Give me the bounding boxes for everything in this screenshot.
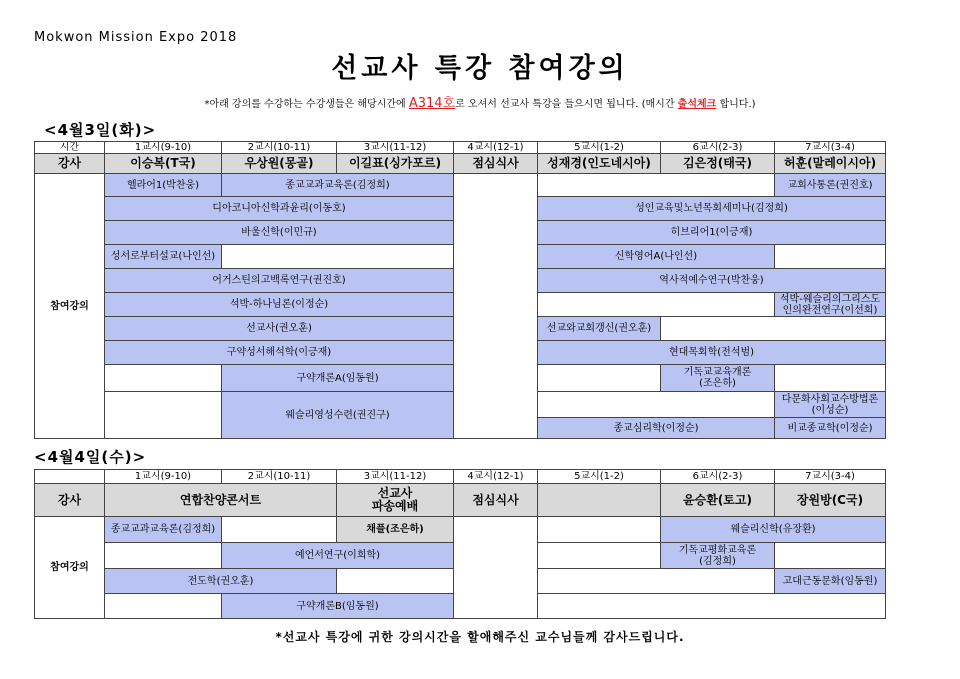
empty-cell bbox=[337, 569, 454, 594]
lecture-cell: 구약성서해석학(이긍재) bbox=[105, 341, 454, 365]
lecture-cell: 히브리어1(이긍재) bbox=[538, 221, 886, 245]
lecture-cell: 종교교과교육론(김정희) bbox=[105, 517, 222, 543]
time-label: 시간 bbox=[35, 142, 105, 154]
day1-schedule-table bbox=[34, 141, 886, 439]
page-title: 선교사 특강 참여강의 bbox=[331, 53, 629, 84]
speaker-mission-service bbox=[337, 484, 454, 517]
period-3: 3교시(11-12) bbox=[337, 470, 454, 484]
lecture-cell: 교회사통론(권진호) bbox=[775, 174, 886, 197]
empty-cell bbox=[538, 293, 775, 317]
lecture-cell: 헬라어1(박찬웅) bbox=[105, 174, 222, 197]
empty-cell bbox=[105, 365, 222, 392]
period-2: 2교시(10-11) bbox=[222, 142, 337, 154]
empty-cell bbox=[775, 245, 886, 269]
lecture-cell: 구약개론A(임동원) bbox=[222, 365, 454, 392]
speaker-line: 선교사 bbox=[377, 486, 413, 500]
empty-cell bbox=[105, 543, 222, 569]
participating-label: 참여강의 bbox=[35, 174, 105, 439]
speaker-concert: 연합찬양콘서트 bbox=[105, 484, 337, 517]
empty-cell bbox=[661, 317, 886, 341]
lecture-cell bbox=[775, 392, 886, 418]
notice-room: A314호 bbox=[408, 96, 456, 111]
empty-cell bbox=[222, 517, 337, 543]
period-6: 6교시(2-3) bbox=[661, 470, 775, 484]
lecture-cell bbox=[775, 293, 886, 317]
lecture-cell bbox=[661, 543, 775, 569]
empty-cell bbox=[775, 543, 886, 569]
day2-date: <4월4일(수)> bbox=[34, 448, 147, 466]
day1-date: <4월3일(화)> bbox=[44, 121, 157, 139]
notice-pre: *아래 강의를 수강하는 수강생들은 해당시간에 bbox=[204, 99, 409, 110]
participating-label: 참여강의 bbox=[35, 517, 105, 619]
lecture-cell: 성서로부터설교(나인선) bbox=[105, 245, 222, 269]
lecture-cell: 디아코니아신학과윤리(이동호) bbox=[105, 197, 454, 221]
notice-check: 출석체크 bbox=[677, 99, 717, 110]
lecture-cell: 고대근동문화(임동원) bbox=[775, 569, 886, 594]
period-1: 1교시(9-10) bbox=[105, 470, 222, 484]
lecture-cell: 선교사(권오훈) bbox=[105, 317, 454, 341]
speaker-5: 성재경(인도네시아) bbox=[538, 154, 661, 174]
empty-cell bbox=[538, 365, 661, 392]
empty-cell bbox=[538, 517, 661, 543]
speaker-label: 강사 bbox=[35, 154, 105, 174]
period-3: 3교시(11-12) bbox=[337, 142, 454, 154]
lecture-cell: 석박-하나님론(이정순) bbox=[105, 293, 454, 317]
notice bbox=[0, 92, 960, 111]
lecture-cell: 현대목회학(전석범) bbox=[538, 341, 886, 365]
period-5: 5교시(1-2) bbox=[538, 142, 661, 154]
empty-cell bbox=[775, 365, 886, 392]
lecture-cell: 바울신학(이민규) bbox=[105, 221, 454, 245]
speaker-line: 파송예배 bbox=[371, 499, 419, 513]
lecture-cell: 웨슬리영성수련(권진구) bbox=[222, 392, 454, 439]
day2-speaker-row bbox=[35, 484, 886, 517]
notice-mid: 로 오셔서 선교사 특강을 들으시면 됩니다. (매시간 bbox=[455, 99, 678, 110]
expo-name: Mokwon Mission Expo 2018 bbox=[34, 30, 238, 45]
empty-cell bbox=[538, 594, 886, 619]
lecture-cell: 종교교과교육론(김정희) bbox=[222, 174, 454, 197]
speaker-lunch: 점심식사 bbox=[454, 484, 538, 517]
lecture-cell: 전도학(권오훈) bbox=[105, 569, 337, 594]
empty-cell bbox=[222, 245, 454, 269]
period-4: 4교시(12-1) bbox=[454, 142, 538, 154]
period-5: 5교시(1-2) bbox=[538, 470, 661, 484]
speaker-6: 윤승환(토고) bbox=[661, 484, 775, 517]
footer-note: *선교사 특강에 귀한 강의시간을 할애해주신 교수님들께 감사드립니다. bbox=[275, 630, 685, 644]
day2-schedule-table bbox=[34, 469, 886, 619]
lecture-cell: 어거스틴의고백록연구(권진호) bbox=[105, 269, 454, 293]
lunch-cell bbox=[454, 174, 538, 439]
period-7: 7교시(3-4) bbox=[775, 470, 886, 484]
speaker-7: 장원방(C국) bbox=[775, 484, 886, 517]
period-1: 1교시(9-10) bbox=[105, 142, 222, 154]
lecture-cell: 웨슬리신학(유장환) bbox=[661, 517, 886, 543]
speaker-label: 강사 bbox=[35, 484, 105, 517]
speaker-lunch: 점심식사 bbox=[454, 154, 538, 174]
lecture-cell: 비교종교학(이정순) bbox=[775, 418, 886, 439]
lecture-cell: 성인교육및노년목회세미나(김정희) bbox=[538, 197, 886, 221]
lecture-cell: 선교와교회갱신(권오훈) bbox=[538, 317, 661, 341]
empty-cell bbox=[538, 174, 775, 197]
period-4: 4교시(12-1) bbox=[454, 470, 538, 484]
lecture-cell: 역사적예수연구(박찬웅) bbox=[538, 269, 886, 293]
empty-cell bbox=[538, 392, 775, 418]
lecture-line: 다문화사회교수방법론 bbox=[781, 393, 879, 405]
speaker-6: 김은정(태국) bbox=[661, 154, 775, 174]
day1-speaker-row bbox=[35, 154, 886, 174]
lecture-line: 인의완전연구(이선희) bbox=[782, 304, 878, 316]
lecture-line: (조은하) bbox=[699, 378, 736, 389]
lecture-cell bbox=[661, 365, 775, 392]
lecture-cell: 신학영어A(나인선) bbox=[538, 245, 775, 269]
lecture-line: (김정희) bbox=[699, 555, 736, 567]
empty-cell bbox=[105, 392, 222, 439]
empty-cell bbox=[538, 569, 775, 594]
speaker-empty bbox=[538, 484, 661, 517]
lecture-line: 석박-웨슬리의그리스도 bbox=[779, 293, 881, 305]
period-6: 6교시(2-3) bbox=[661, 142, 775, 154]
lecture-line: 기독교교육개론 bbox=[683, 367, 752, 378]
day1-period-row bbox=[35, 142, 886, 154]
notice-post: 합니다.) bbox=[716, 99, 756, 110]
lecture-line: 기독교평화교육론 bbox=[678, 544, 757, 556]
empty-cell bbox=[35, 470, 105, 484]
chapel-cell: 채플(조은하) bbox=[337, 517, 454, 543]
lecture-cell: 종교심리학(이정순) bbox=[538, 418, 775, 439]
period-7: 7교시(3-4) bbox=[775, 142, 886, 154]
lunch-cell bbox=[454, 517, 538, 619]
empty-cell bbox=[538, 543, 661, 569]
lecture-line: (이성순) bbox=[811, 404, 849, 416]
speaker-2: 우상원(몽골) bbox=[222, 154, 337, 174]
period-2: 2교시(10-11) bbox=[222, 470, 337, 484]
day2-period-row bbox=[35, 470, 886, 484]
lecture-cell: 구약개론B(임동원) bbox=[222, 594, 454, 619]
lecture-cell: 예언서연구(이희학) bbox=[222, 543, 454, 569]
speaker-1: 이승복(T국) bbox=[105, 154, 222, 174]
speaker-3: 이길표(싱가포르) bbox=[337, 154, 454, 174]
table-row bbox=[35, 174, 886, 197]
empty-cell bbox=[105, 594, 222, 619]
speaker-7: 허훈(말레이시아) bbox=[775, 154, 886, 174]
table-row bbox=[35, 517, 886, 543]
